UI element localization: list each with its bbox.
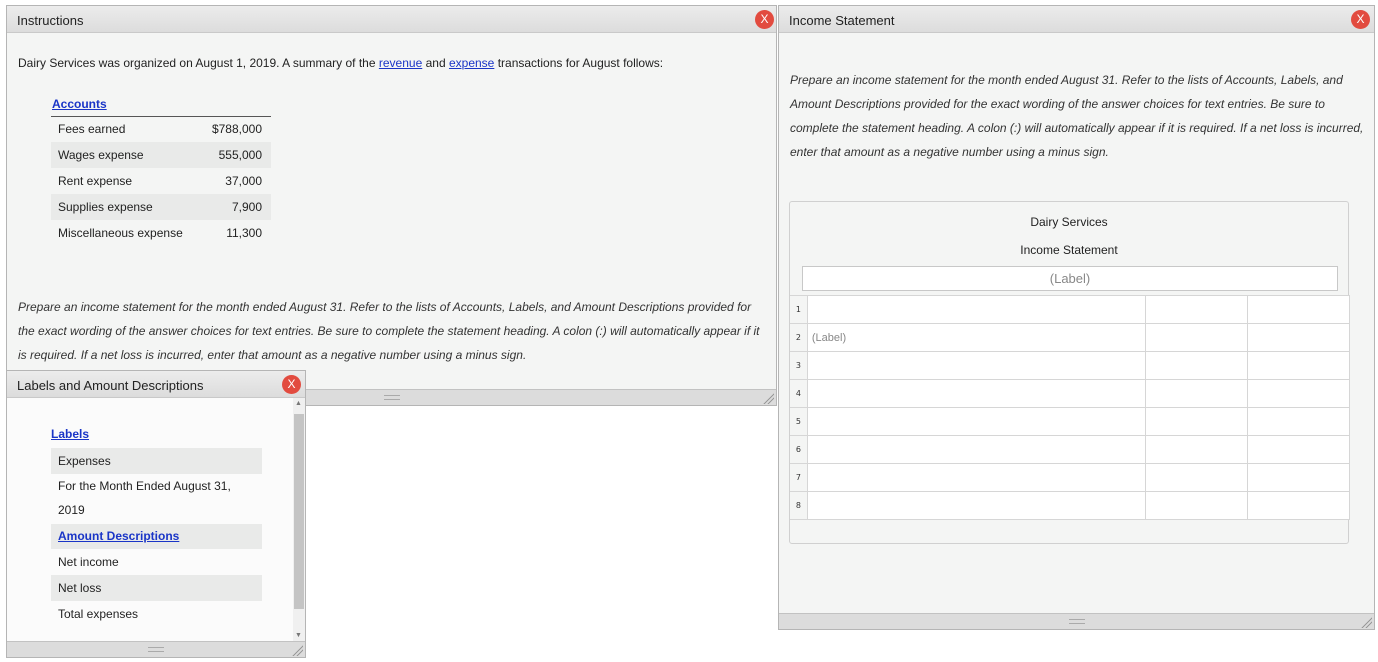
account-name: Wages expense [58,148,144,162]
table-row [790,324,1350,352]
amount-cell[interactable] [1145,436,1247,464]
income-statement-panel [778,5,1375,630]
row-label-cell[interactable] [807,492,1145,520]
instructions-panel [6,5,777,406]
labels-header-link[interactable]: Labels [51,427,90,441]
prompt-line: is required. If a net loss is incurred, enter that amount as a negative number using a minus sign. [18,348,527,362]
account-row [51,168,271,194]
table-row [790,296,1350,324]
list-item [51,448,262,474]
row-label-cell[interactable] [807,380,1145,408]
income-statement-prompt [790,68,1370,164]
amount-cell[interactable] [1145,492,1247,520]
account-value: 11,300 [226,226,262,240]
row-number: 7 [790,464,807,492]
instructions-prompt [18,295,773,367]
income-statement-titlebar[interactable] [779,6,1374,33]
prompt-line: enter that amount as a negative number using a minus sign. [790,145,1109,159]
scroll-down-icon[interactable]: ▼ [295,632,302,639]
amount-text: Total expenses [58,607,139,621]
row-number: 2 [790,324,807,352]
expense-link[interactable]: expense [448,56,495,70]
prompt-line: Amount Descriptions provided for the exact wording of the answer choices for text entries. Be sure to [790,97,1325,111]
amount-cell[interactable] [1145,296,1247,324]
accounts-header-link[interactable]: Accounts [52,97,107,111]
instructions-close-button[interactable]: X [755,10,774,29]
label-text: For the Month Ended August 31, [58,479,231,493]
amount-text: Net loss [58,581,102,595]
row-number: 5 [790,408,807,436]
resize-grip-icon[interactable] [1069,619,1085,624]
labels-scrollbar[interactable] [293,398,305,641]
row-number: 8 [790,492,807,520]
account-row [51,142,271,168]
income-statement-close-button[interactable]: X [1351,10,1370,29]
amount-cell[interactable] [1247,408,1349,436]
table-row [790,492,1350,520]
statement-name: Income Statement [1020,243,1118,257]
row-label-cell[interactable] [807,436,1145,464]
row-number: 1 [790,296,807,324]
heading-label-dropdown[interactable]: (Label) [802,266,1338,291]
income-statement-title: Income Statement [789,13,895,28]
account-value: 555,000 [218,148,262,162]
instructions-intro [18,56,663,70]
resize-grip-icon[interactable] [384,395,400,400]
amount-descriptions-header [51,524,262,549]
account-value: 37,000 [225,174,262,188]
amount-cell[interactable] [1247,352,1349,380]
row-label-cell[interactable] [807,352,1145,380]
scrollbar-thumb[interactable] [294,414,304,609]
table-row [790,380,1350,408]
amount-cell[interactable] [1145,324,1247,352]
row-label-cell[interactable] [807,464,1145,492]
intro-suffix: transactions for August follows: [497,56,664,70]
amount-cell[interactable] [1145,352,1247,380]
scroll-up-icon[interactable]: ▲ [295,400,302,407]
company-name: Dairy Services [1030,215,1108,229]
revenue-link[interactable]: revenue [378,56,423,70]
resize-corner-icon[interactable] [291,644,303,656]
account-row [51,116,271,142]
list-item [51,575,262,601]
row-number: 4 [790,380,807,408]
resize-corner-icon[interactable] [762,392,774,404]
prompt-line: the exact wording of the answer choices for text entries. Be sure to complete the statement heading. A colon (:) will automatically appear if it [18,324,760,338]
list-item [51,474,262,522]
account-name: Rent expense [58,174,133,188]
account-name: Fees earned [58,122,126,136]
instructions-titlebar[interactable] [7,6,776,33]
list-item [51,601,262,627]
labels-panel [6,370,306,658]
list-item [51,549,262,575]
account-name: Miscellaneous expense [58,226,183,240]
amount-descriptions-link[interactable]: Amount Descriptions [58,529,180,543]
prompt-line: Prepare an income statement for the month ended August 31. Refer to the lists of Accounts, Labels, and [790,73,1343,87]
account-name: Supplies expense [58,200,153,214]
resize-grip-icon[interactable] [148,647,164,652]
row-number: 6 [790,436,807,464]
statement-worksheet [789,201,1349,544]
table-row [790,436,1350,464]
labels-close-button[interactable]: X [282,375,301,394]
row-label-cell[interactable] [807,408,1145,436]
amount-cell[interactable] [1247,436,1349,464]
intro-and: and [425,56,446,70]
table-row [790,352,1350,380]
amount-cell[interactable] [1145,380,1247,408]
account-value: 7,900 [231,200,262,214]
account-value: $788,000 [211,122,262,136]
labels-title: Labels and Amount Descriptions [17,378,204,393]
instructions-title: Instructions [17,13,84,28]
statement-grid [790,295,1350,520]
row-label-cell[interactable]: (Label) [807,324,1145,352]
labels-footer [7,641,305,657]
amount-cell[interactable] [1247,464,1349,492]
account-row [51,194,271,220]
prompt-line: Prepare an income statement for the month ended August 31. Refer to the lists of Accounts, Labels, and Amount Descriptions provided for [18,300,752,314]
intro-prefix: Dairy Services was organized on August 1, 2019. A summary of the [18,56,376,70]
accounts-header [51,96,271,117]
amount-text: Net income [58,555,119,569]
prompt-line: complete the statement heading. A colon (:) will automatically appear if it is required. If a net loss is incurred, [790,121,1364,135]
amount-cell[interactable] [1247,324,1349,352]
amount-cell[interactable] [1247,492,1349,520]
income-statement-footer [779,613,1374,629]
label-text: 2019 [58,503,85,517]
row-number: 3 [790,352,807,380]
amount-cell[interactable] [1247,296,1349,324]
amount-cell[interactable] [1145,464,1247,492]
table-row [790,408,1350,436]
amount-cell[interactable] [1247,380,1349,408]
row-label-cell[interactable] [807,296,1145,324]
account-row [51,220,271,246]
amount-cell[interactable] [1145,408,1247,436]
label-text: Expenses [58,454,111,468]
table-row [790,464,1350,492]
labels-titlebar[interactable] [7,371,305,398]
resize-corner-icon[interactable] [1360,616,1372,628]
